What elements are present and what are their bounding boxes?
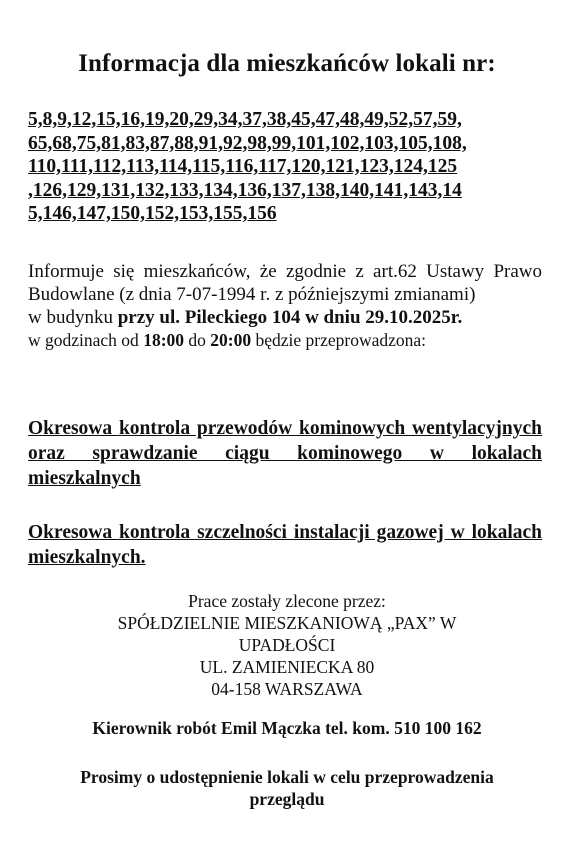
hours-suffix: będzie przeprowadzona: (251, 330, 426, 350)
unit-numbers-line: 65,68,75,81,83,87,88,91,92,98,99,101,102,103,105,108, (28, 132, 467, 154)
location-date-line (28, 306, 542, 329)
hours-middle: do (184, 330, 211, 350)
access-request-line: przeglądu (249, 789, 325, 809)
building-prefix: w budynku (28, 307, 118, 328)
contractor-name: SPÓŁDZIELNIE MIESZKANIOWĄ „PAX” W (117, 613, 457, 633)
unit-numbers-line: 5,146,147,150,152,153,155,156 (28, 203, 277, 224)
unit-number-list (28, 108, 548, 226)
contractor-block (0, 590, 574, 700)
contractor-intro: Prace zostały zlecone przez: (188, 591, 386, 611)
contractor-city: 04-158 WARSZAWA (211, 679, 363, 699)
unit-numbers-line: 5,8,9,12,15,16,19,20,29,34,37,38,45,47,48,49,52,57,59, (28, 109, 462, 130)
chimney-inspection-heading: Okresowa kontrola przewodów kominowych wentylacyjnych oraz sprawdzanie ciągu kominowego w lokalach mieszkalnych (28, 418, 542, 489)
site-manager-contact: Kierownik robót Emil Mączka tel. kom. 510 100 162 (92, 718, 482, 738)
time-from: 18:00 (143, 330, 185, 350)
on-day-word: w dniu (300, 307, 366, 328)
notice-body (28, 260, 542, 352)
contractor-name-cont: UPADŁOŚCI (238, 635, 336, 655)
time-to: 20:00 (210, 330, 252, 350)
gas-inspection-heading: Okresowa kontrola szczelności instalacji gazowej w lokalach mieszkalnych. (28, 522, 542, 568)
unit-numbers-line: 110,111,112,113,114,115,116,117,120,121,123,124,125 (28, 156, 458, 177)
unit-numbers-line: ,126,129,131,132,133,134,136,137,138,140,141,143,14 (28, 179, 462, 201)
building-address: przy ul. Pileckiego 104 (117, 307, 301, 328)
page-title: Informacja dla mieszkańców lokali nr: (78, 50, 496, 77)
inspection-date: 29.10.2025r. (365, 307, 463, 328)
hours-line (28, 329, 542, 352)
hours-prefix: w godzinach od (28, 330, 144, 350)
legal-basis-text: Informuje się mieszkańców, że zgodnie z art.62 Ustawy Prawo Budowlane (z dnia 7-07-1994 r. z późniejszymi zmianami) (28, 261, 542, 305)
access-request-line: Prosimy o udostępnienie lokali w celu przeprowadzenia (80, 767, 494, 787)
contractor-street: UL. ZAMIENIECKA 80 (199, 657, 375, 677)
access-request (0, 766, 574, 810)
